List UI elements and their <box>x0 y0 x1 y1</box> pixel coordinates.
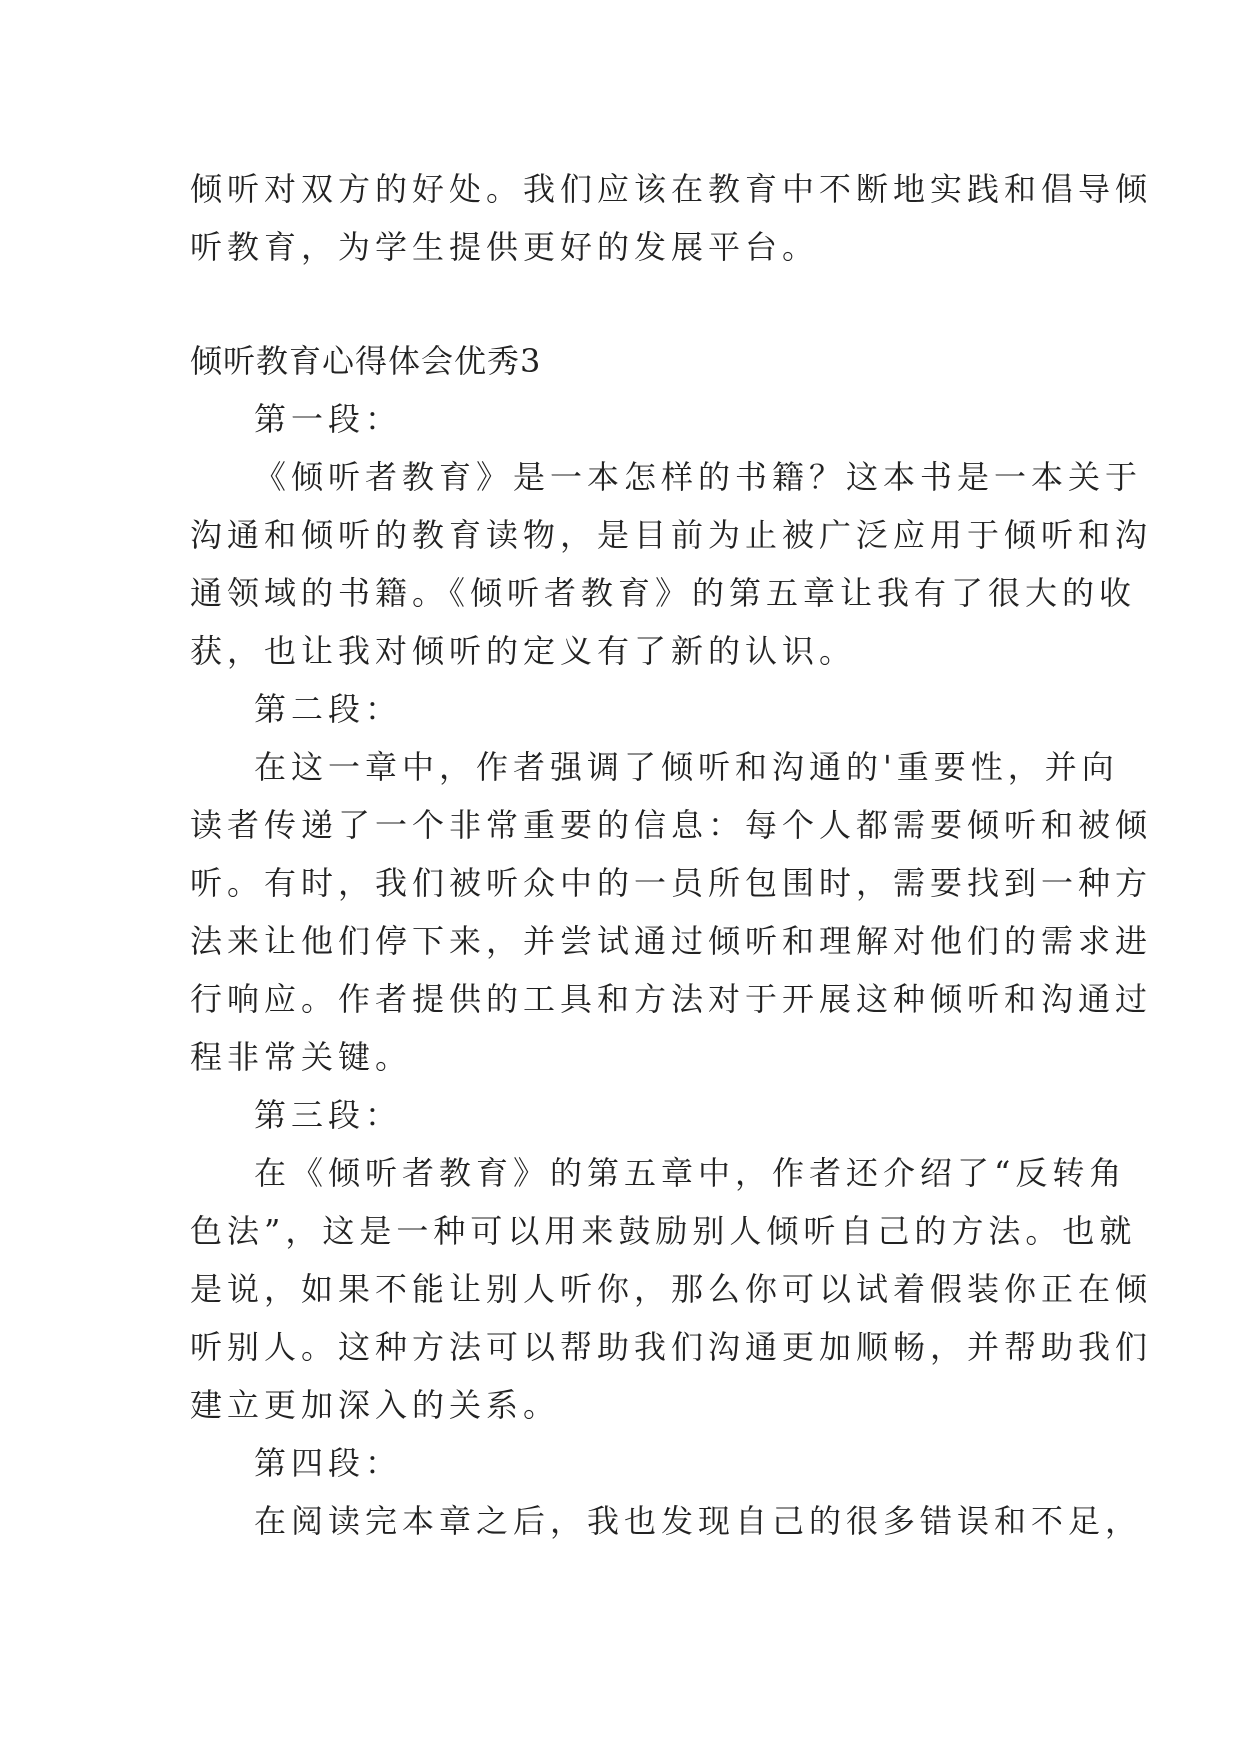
paragraph-3-line-2: 色法”，这是一种可以用来鼓励别人倾听自己的方法。也就 <box>190 1212 1137 1250</box>
paragraph-1-line-4: 获，也让我对倾听的定义有了新的认识。 <box>190 632 857 670</box>
paragraph-2-line-2: 读者传递了一个非常重要的信息：每个人都需要倾听和被倾 <box>190 806 1153 844</box>
paragraph-2-line-1: 在这一章中，作者强调了倾听和沟通的'重要性，并向 <box>254 748 1119 786</box>
document-body <box>190 160 1153 1550</box>
section-title: 倾听教育心得体会优秀3 <box>190 342 542 380</box>
paragraph-3-line-3: 是说，如果不能让别人听你，那么你可以试着假装你正在倾 <box>190 1270 1153 1308</box>
intro-line-1: 倾听对双方的好处。我们应该在教育中不断地实践和倡导倾 <box>190 170 1153 208</box>
paragraph-1-label: 第一段： <box>254 400 403 438</box>
paragraph-1-line-3: 通领域的书籍。《倾听者教育》的第五章让我有了很大的收 <box>190 574 1137 612</box>
paragraph-3-line-1: 在《倾听者教育》的第五章中，作者还介绍了“反转角 <box>254 1154 1127 1192</box>
paragraph-4-label: 第四段： <box>254 1444 403 1482</box>
intro-line-2: 听教育，为学生提供更好的发展平台。 <box>190 228 820 266</box>
paragraph-1-line-1: 《倾听者教育》是一本怎样的书籍？这本书是一本关于 <box>254 458 1143 496</box>
paragraph-4-line-1: 在阅读完本章之后，我也发现自己的很多错误和不足， <box>254 1502 1143 1540</box>
paragraph-2-line-6: 程非常关键。 <box>190 1038 413 1076</box>
paragraph-3-label: 第三段： <box>254 1096 403 1134</box>
paragraph-3-line-4: 听别人。这种方法可以帮助我们沟通更加顺畅，并帮助我们 <box>190 1328 1153 1366</box>
paragraph-2-label: 第二段： <box>254 690 403 728</box>
paragraph-1-line-2: 沟通和倾听的教育读物，是目前为止被广泛应用于倾听和沟 <box>190 516 1153 554</box>
paragraph-3-line-5: 建立更加深入的关系。 <box>190 1386 561 1424</box>
paragraph-2-line-4: 法来让他们停下来，并尝试通过倾听和理解对他们的需求进 <box>190 922 1153 960</box>
paragraph-2-line-5: 行响应。作者提供的工具和方法对于开展这种倾听和沟通过 <box>190 980 1153 1018</box>
section-gap <box>190 276 1060 332</box>
paragraph-2-line-3: 听。有时，我们被听众中的一员所包围时，需要找到一种方 <box>190 864 1153 902</box>
